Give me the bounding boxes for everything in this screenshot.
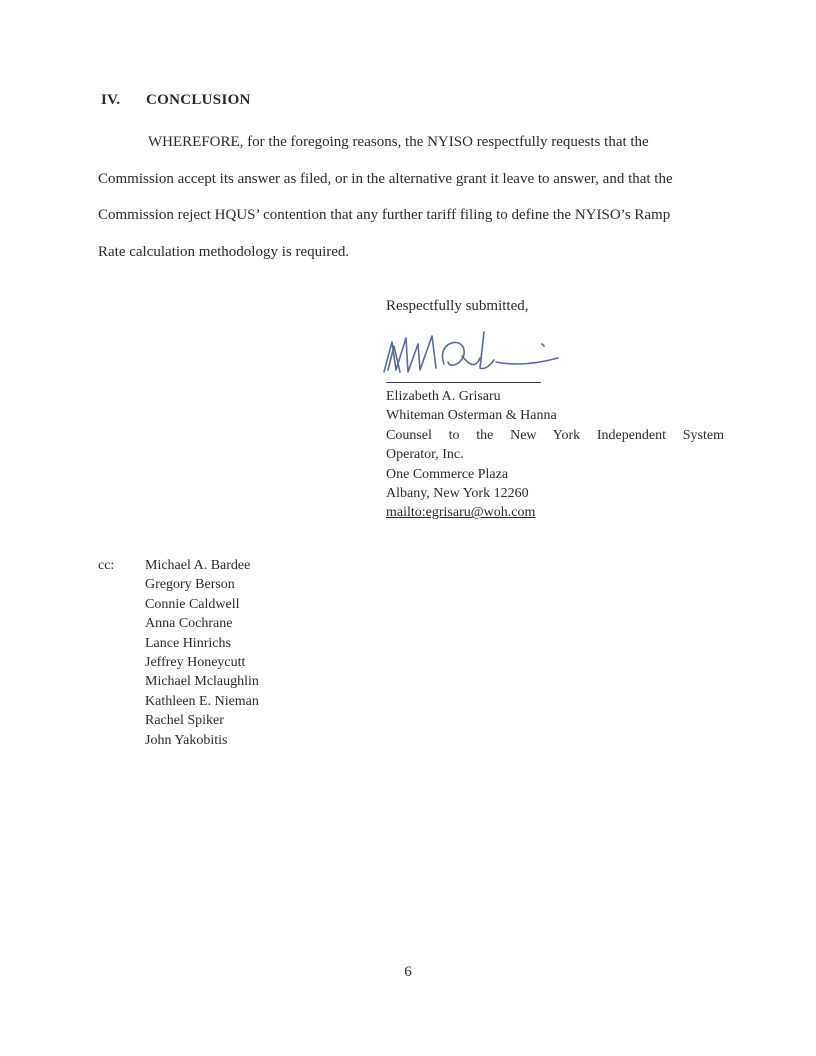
cc-recipient: Jeffrey Honeycutt bbox=[145, 655, 246, 671]
cc-recipient: Anna Cochrane bbox=[145, 616, 233, 632]
section-number: IV. bbox=[101, 92, 121, 108]
signatory-firm: Whiteman Osterman & Hanna bbox=[386, 408, 557, 424]
paragraph-line: Rate calculation methodology is required. bbox=[98, 243, 350, 260]
cc-recipient: Connie Caldwell bbox=[145, 596, 240, 612]
signatory-name: Elizabeth A. Grisaru bbox=[386, 389, 501, 404]
cc-recipient-list bbox=[145, 556, 259, 750]
paragraph-line: Commission accept its answer as filed, or in the alternative grant it leave to answer, and that the bbox=[98, 170, 673, 187]
signature-block bbox=[386, 296, 731, 523]
cc-recipient: Michael Mclaughlin bbox=[145, 674, 259, 690]
section-title: CONCLUSION bbox=[146, 92, 251, 108]
signatory-role-continued: Operator, Inc. bbox=[386, 447, 464, 463]
section-heading bbox=[101, 92, 251, 109]
closing-text: Respectfully submitted, bbox=[386, 298, 529, 314]
cc-recipient: Gregory Berson bbox=[145, 577, 235, 593]
signatory-details bbox=[386, 387, 731, 523]
cc-recipient: John Yakobitis bbox=[145, 732, 228, 748]
signature-scribble bbox=[376, 322, 566, 382]
address-line: Albany, New York 12260 bbox=[386, 486, 529, 502]
cc-recipient: Michael A. Bardee bbox=[145, 558, 251, 573]
handwritten-signature bbox=[376, 316, 546, 382]
conclusion-paragraph bbox=[98, 124, 728, 270]
email-link[interactable]: mailto:egrisaru@woh.com bbox=[386, 505, 536, 521]
paragraph-line: Commission reject HQUS’ contention that any further tariff filing to define the NYISO’s Ramp bbox=[98, 207, 671, 223]
cc-recipient: Kathleen E. Nieman bbox=[145, 693, 259, 709]
signatory-role: Counsel to the New York Independent System bbox=[386, 427, 724, 443]
address-line: One Commerce Plaza bbox=[386, 466, 509, 482]
page-number: 6 bbox=[404, 964, 412, 980]
cc-recipient: Lance Hinrichs bbox=[145, 635, 231, 651]
signature-line bbox=[386, 382, 541, 383]
cc-recipient: Rachel Spiker bbox=[145, 713, 224, 729]
paragraph-line: WHEREFORE, for the foregoing reasons, the NYISO respectfully requests that the bbox=[148, 134, 649, 150]
cc-label: cc: bbox=[98, 558, 115, 573]
